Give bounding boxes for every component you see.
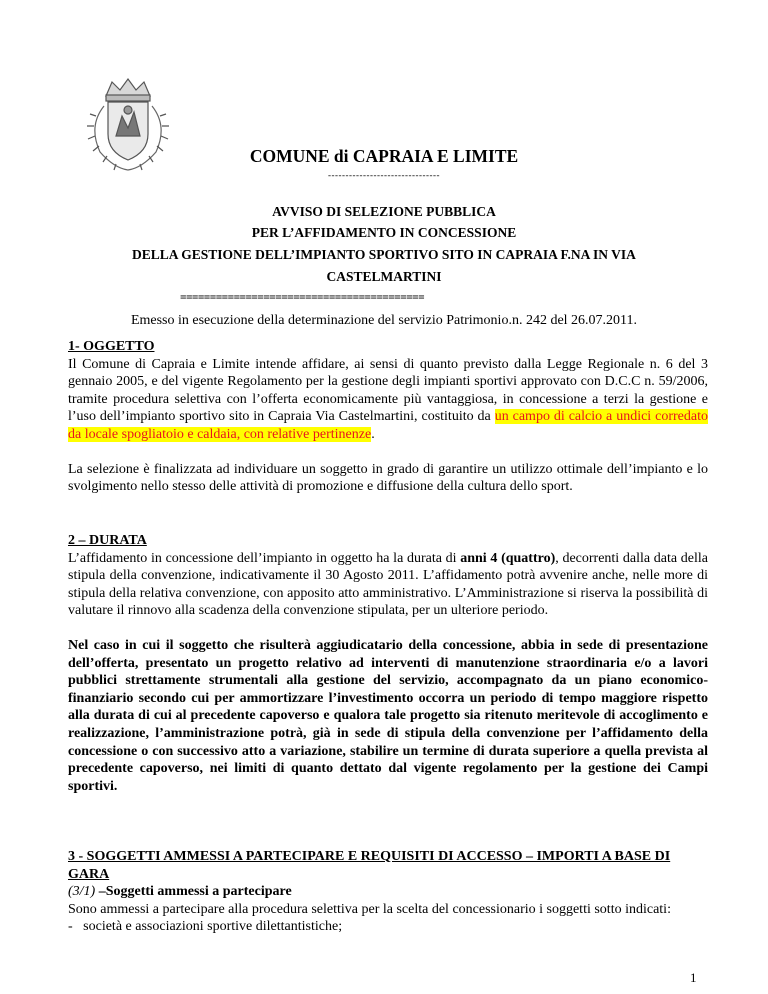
title-divider: --------------------------------: [328, 170, 440, 180]
notice-title-line-3: DELLA GESTIONE DELL’IMPIANTO SPORTIVO SITO IN CAPRAIA F.NA IN VIA: [132, 247, 636, 262]
equals-divider: =========================================: [180, 292, 425, 304]
section-1: [68, 338, 708, 496]
municipality-title: COMUNE di CAPRAIA E LIMITE: [249, 146, 519, 166]
subsection-title: –Soggetti ammessi a partecipare: [95, 884, 292, 900]
page-number: 1: [690, 970, 697, 985]
notice-title-line-4: CASTELMARTINI: [326, 269, 442, 284]
section-3: [68, 848, 708, 936]
section-2-text-a: L’affidamento in concessione dell’impianto in oggetto ha la durata di: [68, 550, 461, 566]
issued-note: Emesso in esecuzione della determinazione del servizio Patrimonio.n. 242 del 26.07.2011.: [130, 313, 638, 328]
highlighted-text: un campo di calcio a undici corredato da locale spogliatoio e caldaia, con relative pertinenze: [68, 409, 708, 442]
section-1-paragraph-2: La selezione è finalizzata ad individuare un soggetto in grado di garantire un utilizzo ottimale dell’impianto e lo svolgimento nello stesso delle attività di promozione e diffusione della cultura dello sport.: [68, 461, 708, 495]
section-3-paragraph-1: Sono ammessi a partecipare alla procedura selettiva per la scelta del concessionario i soggetti sotto indicati:: [68, 901, 671, 917]
notice-title-line-1: AVVISO DI SELEZIONE PUBBLICA: [272, 204, 496, 219]
section-2-heading: 2 – DURATA: [68, 533, 147, 548]
section-2: [68, 532, 708, 795]
section-3-list-item: - società e associazioni sportive dilettantistiche;: [68, 919, 343, 935]
section-1-text-end: .: [371, 426, 375, 442]
section-2-paragraph-1: [68, 550, 708, 620]
section-3-heading: 3 - SOGGETTI AMMESSI A PARTECIPARE E REQUISITI DI ACCESSO – IMPORTI A BASE DI GARA: [68, 849, 671, 882]
section-1-text: Il Comune di Capraia e Limite intende affidare, ai sensi di quanto previsto dalla Legge Regionale n. 6 del 3 gennaio 2005, e del vigente Regolamento per la gestione degli impianti sportivi approvato con D.C.C n. 59/2006, tramite procedura selettiva con l’offerta economicamente più vantaggiosa, in concessione a terzi la gestione e l’uso dell’impianto sportivo sito in Capraia Via Castelmartini, costituito da: [68, 356, 708, 425]
section-3-subheading: [68, 883, 708, 901]
section-2-text-b: , decorrenti dalla data della stipula della convenzione, indicativamente il 30 Agosto 2011. L’affidamento potrà avvenire anche, nelle more di stipula della relativa convenzione, con apposito atto amministrativo. L’Amministrazione si riserva la possibilità di valutare il rinnovo alla scadenza della convenzione stipulata, per un ulteriore periodo.: [68, 550, 708, 619]
section-2-paragraph-2: Nel caso in cui il soggetto che risulterà aggiudicatario della concessione, abbia in sede di presentazione dell’offerta, presentato un progetto relativo ad interventi di manutenzione straordinaria e/o a lavori pubblici strettamente strumentali alla gestione del servizio, accompagnato da un piano economico-finanziario secondo cui per ammortizzare l’investimento occorra un periodo di tempo maggiore rispetto alla durata di cui al precedente capoverso e qualora tale progetto sia ritenuto meritevole di accoglimento e realizzazione, l’amministrazione potrà, già in sede di stipula della convenzione per l’affidamento della concessione o con successivo atto a variazione, stabilire un termine di durata superiore a quella prevista al precedente capoverso, nei limiti di quanto dettato dal vigente regolamento per la gestione dei Campi sportivi.: [68, 637, 708, 794]
notice-title-line-2: PER L’AFFIDAMENTO IN CONCESSIONE: [251, 225, 517, 240]
section-1-heading: 1- OGGETTO: [68, 339, 155, 354]
subsection-number: (3/1): [68, 884, 96, 900]
section-1-paragraph-1: [68, 356, 708, 444]
duration-value: anni 4 (quattro): [460, 550, 556, 566]
